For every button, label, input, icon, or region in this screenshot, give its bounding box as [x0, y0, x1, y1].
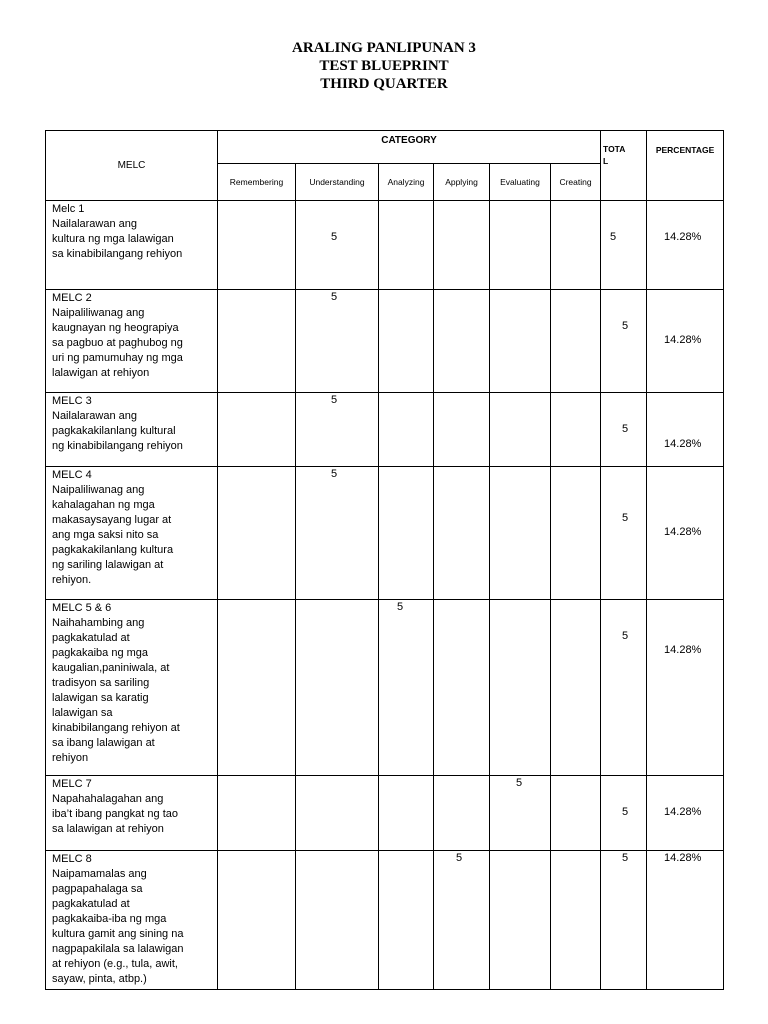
percentage-value: 14.28%: [664, 438, 702, 450]
total-value: 5: [610, 231, 617, 243]
table-row: [46, 393, 724, 467]
applying-cell: [434, 776, 490, 851]
evaluating-cell: [490, 393, 551, 467]
applying-cell: [434, 393, 490, 467]
percentage-value: 14.28%: [664, 231, 702, 243]
applying-cell: [434, 467, 490, 600]
evaluating-value: 5: [516, 777, 523, 789]
understanding-cell: [296, 393, 379, 467]
percentage-cell: [647, 290, 724, 393]
percentage-value: 14.28%: [664, 806, 702, 818]
melc-cell: [46, 290, 218, 393]
category-understanding: Understanding: [296, 164, 379, 201]
remembering-cell: [218, 776, 296, 851]
total-value: 5: [622, 630, 629, 642]
analyzing-cell: [379, 290, 434, 393]
melc-cell: [46, 467, 218, 600]
title-line-doc-type: TEST BLUEPRINT: [319, 58, 449, 74]
analyzing-cell: [379, 201, 434, 290]
melc-cell: [46, 393, 218, 467]
percentage-value: 14.28%: [664, 644, 702, 656]
percentage-cell: [647, 851, 724, 990]
understanding-value: 5: [331, 291, 338, 303]
total-cell: [601, 851, 647, 990]
applying-cell: [434, 851, 490, 990]
total-cell: [601, 776, 647, 851]
melc-code: Melc 1: [52, 203, 85, 215]
percentage-cell: [647, 600, 724, 776]
understanding-value: 5: [331, 468, 338, 480]
analyzing-cell: [379, 851, 434, 990]
remembering-cell: [218, 851, 296, 990]
category-evaluating: Evaluating: [490, 164, 551, 201]
evaluating-cell: [490, 467, 551, 600]
total-column-header: TOTA L: [601, 131, 647, 201]
category-column-header: CATEGORY: [218, 131, 601, 164]
percentage-value: 14.28%: [664, 334, 702, 346]
understanding-value: 5: [331, 231, 338, 243]
total-cell: [601, 600, 647, 776]
remembering-cell: [218, 600, 296, 776]
remembering-cell: [218, 467, 296, 600]
total-value: 5: [622, 320, 629, 332]
understanding-cell: [296, 851, 379, 990]
total-value: 5: [622, 423, 629, 435]
remembering-cell: [218, 201, 296, 290]
test-blueprint-table: [45, 130, 724, 990]
melc-code: MELC 3: [52, 395, 92, 407]
percentage-column-header: PERCENTAGE: [647, 131, 724, 201]
creating-cell: [551, 393, 601, 467]
analyzing-cell: [379, 600, 434, 776]
analyzing-cell: [379, 467, 434, 600]
analyzing-cell: [379, 776, 434, 851]
category-remembering: Remembering: [218, 164, 296, 201]
category-applying: Applying: [434, 164, 490, 201]
creating-cell: [551, 600, 601, 776]
melc-description: Naipaliliwanag ang kaugnayan ng heograpiya sa pagbuo at paghubog ng uri ng pamumuhay ng mga lalawigan at rehiyon: [52, 307, 183, 379]
percentage-value: 14.28%: [664, 526, 702, 538]
remembering-cell: [218, 290, 296, 393]
melc-column-header: MELC: [46, 131, 218, 201]
category-creating: Creating: [551, 164, 601, 201]
title-line-quarter: THIRD QUARTER: [320, 76, 448, 92]
table-row: [46, 851, 724, 990]
title-line-subject: ARALING PANLIPUNAN 3: [292, 40, 476, 56]
table-row: [46, 290, 724, 393]
melc-cell: [46, 600, 218, 776]
evaluating-cell: [490, 851, 551, 990]
applying-cell: [434, 600, 490, 776]
category-analyzing: Analyzing: [379, 164, 434, 201]
evaluating-cell: [490, 776, 551, 851]
melc-code: MELC 5 & 6: [52, 602, 112, 614]
melc-cell: [46, 776, 218, 851]
remembering-cell: [218, 393, 296, 467]
melc-description: Nailalarawan ang kultura ng mga lalawigan sa kinabibilangang rehiyon: [52, 218, 183, 260]
melc-cell: [46, 851, 218, 990]
percentage-cell: [647, 776, 724, 851]
total-cell: [601, 290, 647, 393]
table-row: [46, 201, 724, 290]
understanding-value: 5: [331, 394, 338, 406]
header-row-top: [46, 131, 724, 164]
understanding-cell: [296, 600, 379, 776]
total-value: 5: [622, 512, 629, 524]
total-cell: [601, 201, 647, 290]
melc-description: Naipaliliwanag ang kahalagahan ng mga makasaysayang lugar at ang mga saksi nito sa pagkakakilanlang kultura ng sariling lalawigan at rehiyon.: [52, 484, 174, 586]
applying-cell: [434, 290, 490, 393]
percentage-value: 14.28%: [664, 852, 702, 864]
table-row: [46, 776, 724, 851]
melc-code: MELC 4: [52, 469, 92, 481]
evaluating-cell: [490, 201, 551, 290]
document-title: [0, 39, 768, 93]
creating-cell: [551, 776, 601, 851]
applying-cell: [434, 201, 490, 290]
melc-description: Naipamamalas ang pagpapahalaga sa pagkakatulad at pagkakaiba-iba ng mga kultura gamit ang sining na nagpapakilala sa lalawigan at rehiyon (e.g., tula, awit, sayaw, pinta, atbp.): [52, 868, 184, 985]
melc-code: MELC 2: [52, 292, 92, 304]
analyzing-value: 5: [397, 601, 404, 613]
percentage-cell: [647, 393, 724, 467]
melc-description: Naihahambing ang pagkakatulad at pagkakaiba ng mga kaugalian,paniniwala, at tradisyon sa sariling lalawigan sa karatig lalawigan sa kinabibilangang rehiyon at sa ibang lalawigan at rehiyon: [52, 617, 180, 764]
percentage-cell: [647, 467, 724, 600]
melc-cell: [46, 201, 218, 290]
melc-description: Nailalarawan ang pagkakakilanlang kultural ng kinabibilangang rehiyon: [52, 410, 183, 452]
applying-value: 5: [456, 852, 463, 864]
table-row: [46, 600, 724, 776]
total-value: 5: [622, 852, 629, 864]
total-value: 5: [622, 806, 629, 818]
understanding-cell: [296, 290, 379, 393]
understanding-cell: [296, 776, 379, 851]
evaluating-cell: [490, 290, 551, 393]
understanding-cell: [296, 467, 379, 600]
melc-code: MELC 7: [52, 778, 92, 790]
analyzing-cell: [379, 393, 434, 467]
creating-cell: [551, 201, 601, 290]
melc-description: Napahahalagahan ang iba’t ibang pangkat ng tao sa lalawigan at rehiyon: [52, 793, 178, 835]
creating-cell: [551, 851, 601, 990]
percentage-cell: [647, 201, 724, 290]
evaluating-cell: [490, 600, 551, 776]
total-cell: [601, 467, 647, 600]
understanding-cell: [296, 201, 379, 290]
total-cell: [601, 393, 647, 467]
creating-cell: [551, 467, 601, 600]
creating-cell: [551, 290, 601, 393]
table-row: [46, 467, 724, 600]
melc-code: MELC 8: [52, 853, 92, 865]
